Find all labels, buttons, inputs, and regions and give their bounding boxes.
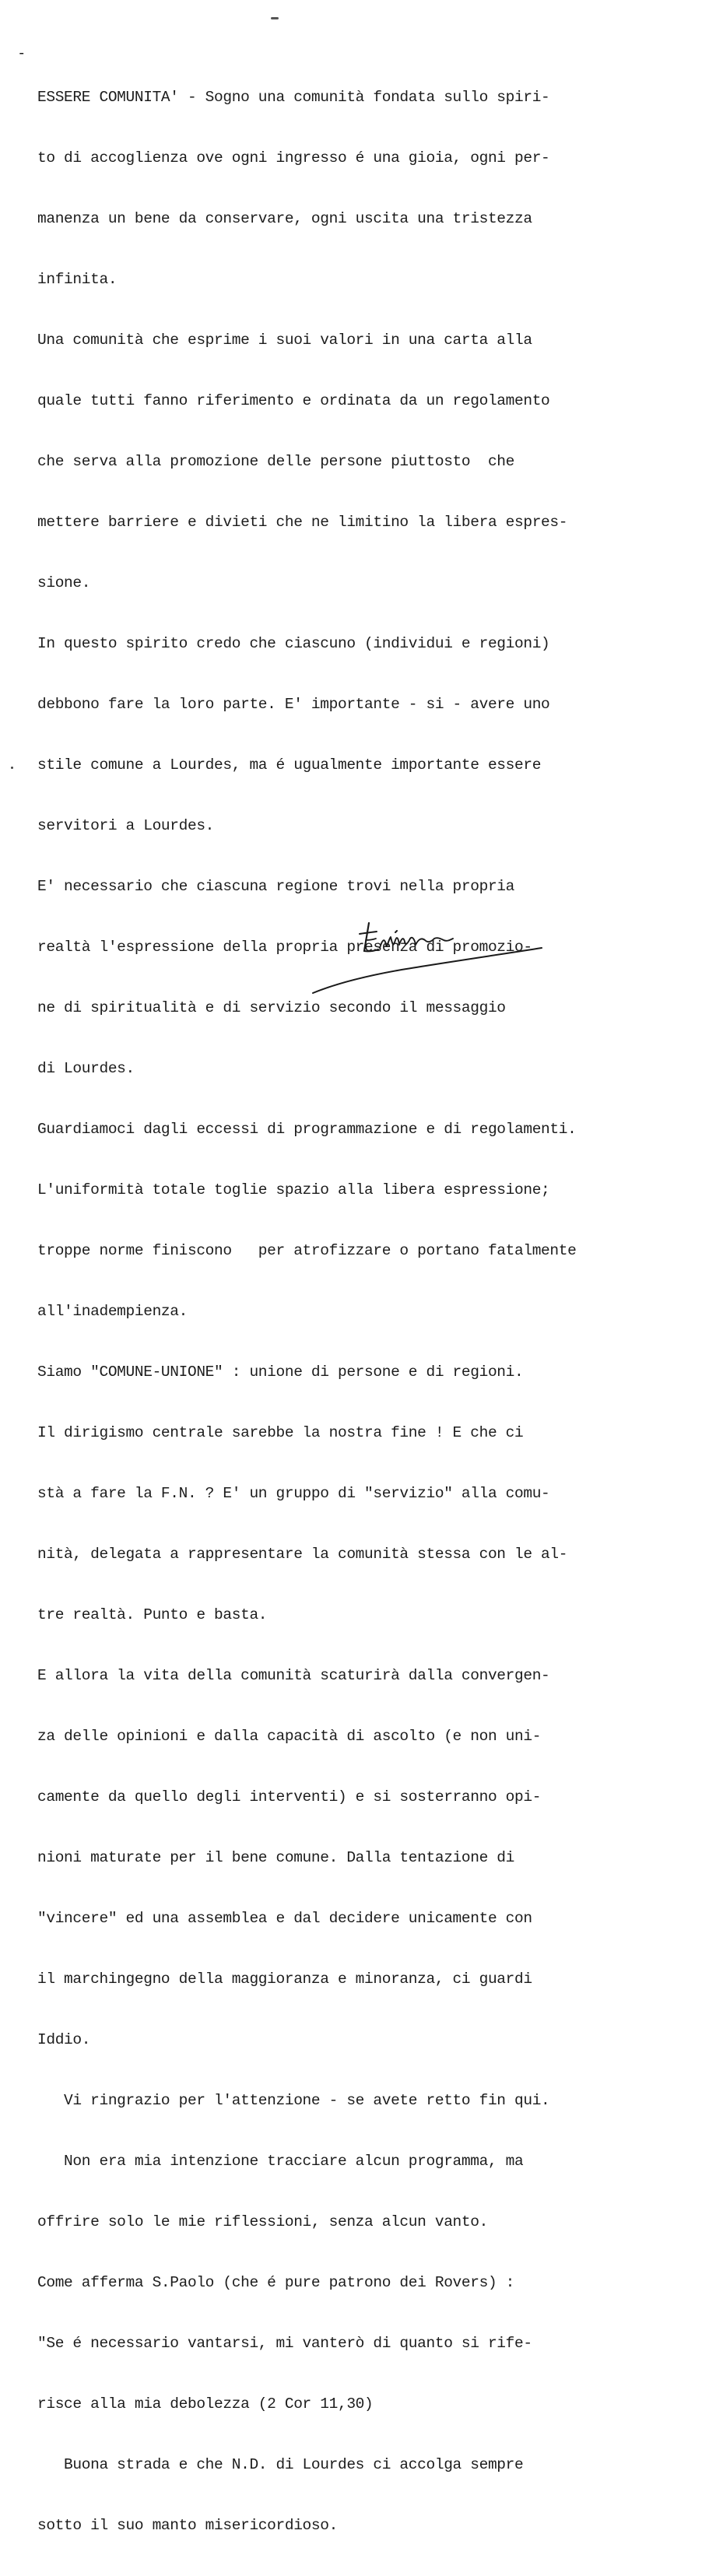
- letter-line: camente da quello degli interventi) e si sosterranno opi-: [37, 1788, 542, 1806]
- letter-line: za delle opinioni e dalla capacità di ascolto (e non uni-: [37, 1728, 542, 1745]
- scan-speck: [11, 767, 13, 769]
- letter-line: realtà l'espressione della propria presenza di promozio-: [37, 939, 532, 956]
- letter-line: to di accoglienza ove ogni ingresso é una gioia, ogni per-: [37, 149, 550, 167]
- letter-line: E allora la vita della comunità scaturirà dalla convergen-: [37, 1667, 550, 1684]
- letter-body: [37, 47, 707, 2576]
- scan-mark: [271, 17, 279, 19]
- letter-line: L'uniformità totale toglie spazio alla libera espressione;: [37, 1181, 550, 1199]
- letter-line: stà a fare la F.N. ? E' un gruppo di "servizio" alla comu-: [37, 1485, 550, 1502]
- letter-line: ESSERE COMUNITA' - Sogno una comunità fondata sullo spiri-: [37, 89, 550, 106]
- letter-line: sotto il suo manto misericordioso.: [37, 2517, 338, 2534]
- letter-line: Buona strada e che N.D. di Lourdes ci accolga sempre: [37, 2456, 524, 2473]
- letter-line: risce alla mia debolezza (2 Cor 11,30): [37, 2395, 374, 2413]
- letter-line: che serva alla promozione delle persone piuttosto che: [37, 453, 515, 470]
- letter-line: Iddio.: [37, 2031, 91, 2048]
- letter-line: E' necessario che ciascuna regione trovi nella propria: [37, 878, 515, 895]
- letter-line: Non era mia intenzione tracciare alcun programma, ma: [37, 2153, 524, 2170]
- letter-line: tre realtà. Punto e basta.: [37, 1606, 268, 1623]
- letter-line: all'inadempienza.: [37, 1303, 188, 1320]
- letter-line: Siamo "COMUNE-UNIONE" : unione di persone e di regioni.: [37, 1363, 524, 1381]
- letter-line: stile comune a Lourdes, ma é ugualmente importante essere: [37, 756, 542, 774]
- letter-line: Vi ringrazio per l'attenzione - se avete retto fin qui.: [37, 2092, 550, 2109]
- letter-line: servitori a Lourdes.: [37, 817, 215, 834]
- letter-line: "Se é necessario vantarsi, mi vanterò di quanto si rife-: [37, 2335, 532, 2352]
- letter-line: offrire solo le mie riflessioni, senza alcun vanto.: [37, 2213, 488, 2230]
- letter-line: di Lourdes.: [37, 1060, 135, 1077]
- letter-line: Come afferma S.Paolo (che é pure patrono dei Rovers) :: [37, 2274, 515, 2291]
- letter-line: sione.: [37, 574, 91, 591]
- letter-line: nioni maturate per il bene comune. Dalla tentazione di: [37, 1849, 515, 1866]
- letter-line: ne di spiritualità e di servizio secondo il messaggio: [37, 999, 506, 1016]
- leading-dash: -: [17, 44, 26, 61]
- letter-line: infinita.: [37, 271, 118, 288]
- letter-line: In questo spirito credo che ciascuno (individui e regioni): [37, 635, 550, 652]
- letter-line: manenza un bene da conservare, ogni uscita una tristezza: [37, 210, 532, 227]
- letter-line: Il dirigismo centrale sarebbe la nostra fine ! E che ci: [37, 1424, 524, 1441]
- letter-line: troppe norme finiscono per atrofizzare o portano fatalmente: [37, 1242, 577, 1259]
- letter-line: Guardiamoci dagli eccessi di programmazione e di regolamenti.: [37, 1121, 577, 1138]
- letter-line: "vincere" ed una assemblea e dal decidere unicamente con: [37, 1910, 532, 1927]
- letter-line: il marchingegno della maggioranza e minoranza, ci guardi: [37, 1971, 532, 1988]
- letter-line: nità, delegata a rappresentare la comunità stessa con le al-: [37, 1546, 568, 1563]
- letter-line: quale tutti fanno riferimento e ordinata da un regolamento: [37, 392, 550, 409]
- handwritten-signature: [308, 917, 557, 1002]
- letter-line: Una comunità che esprime i suoi valori in una carta alla: [37, 332, 532, 349]
- letter-line: mettere barriere e divieti che ne limitino la libera espres-: [37, 514, 568, 531]
- letter-line: debbono fare la loro parte. E' importante - si - avere uno: [37, 696, 550, 713]
